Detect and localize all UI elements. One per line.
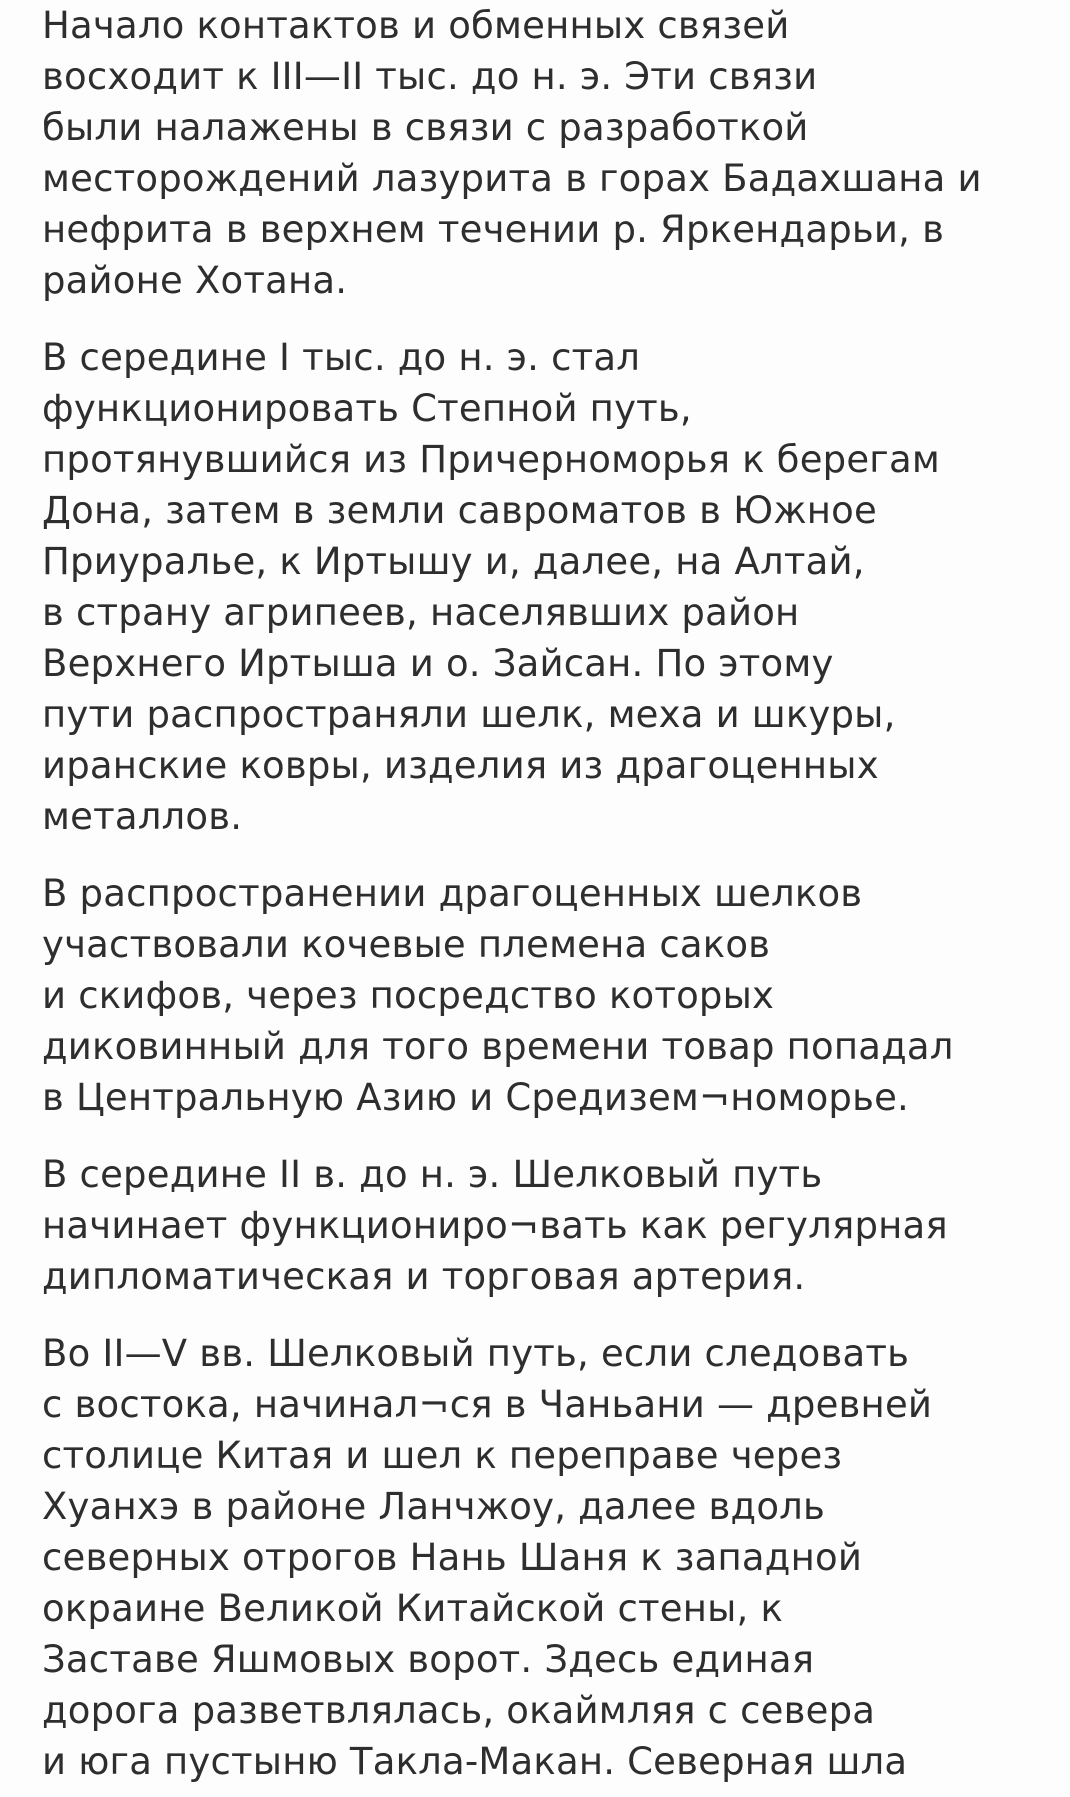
text-line: иранские ковры, изделия из драгоценных bbox=[42, 744, 879, 787]
text-line: Приуралье, к Иртышу и, далее, на Алтай, bbox=[42, 540, 865, 583]
text-line: В середине I тыс. до н. э. стал bbox=[42, 336, 641, 379]
text-line: в страну агрипеев, населявших район bbox=[42, 591, 800, 634]
paragraph-1 bbox=[42, 0, 1062, 306]
text-line: функционировать Степной путь, bbox=[42, 387, 692, 430]
paragraph-4 bbox=[42, 1149, 1062, 1302]
text-line: месторождений лазурита в горах Бадахшана и bbox=[42, 157, 982, 200]
text-line: дипломатическая и торговая артерия. bbox=[42, 1255, 806, 1298]
text-line: Дона, затем в земли савроматов в Южное bbox=[42, 489, 877, 532]
text-line: Хуанхэ в районе Ланчжоу, далее вдоль bbox=[42, 1485, 826, 1528]
text-line: дорога разветвлялась, окаймляя с севера bbox=[42, 1689, 876, 1732]
text-line: пути распространяли шелк, меха и шкуры, bbox=[42, 693, 896, 736]
text-line: начинает функциониро¬вать как регулярная bbox=[42, 1204, 948, 1247]
paragraph-2 bbox=[42, 332, 1062, 842]
text-line: и скифов, через посредство которых bbox=[42, 974, 775, 1017]
text-line: протянувшийся из Причерноморья к берегам bbox=[42, 438, 940, 481]
text-line: нефрита в верхнем течении р. Яркендарьи, в bbox=[42, 208, 945, 251]
text-line: В середине II в. до н. э. Шелковый путь bbox=[42, 1153, 823, 1196]
text-line: и юга пустыню Такла-Макан. Северная шла bbox=[42, 1740, 908, 1783]
text-line: были налажены в связи с разработкой bbox=[42, 106, 809, 149]
article-body bbox=[42, 0, 1062, 1797]
text-line: северных отрогов Нань Шаня к западной bbox=[42, 1536, 863, 1579]
text-line: участвовали кочевые племена саков bbox=[42, 923, 771, 966]
text-line: столице Китая и шел к переправе через bbox=[42, 1434, 843, 1477]
text-line: Заставе Яшмовых ворот. Здесь единая bbox=[42, 1638, 815, 1681]
text-line: Начало контактов и обменных связей bbox=[42, 4, 790, 47]
text-line: в Центральную Азию и Средизем¬номорье. bbox=[42, 1076, 910, 1119]
paragraph-5 bbox=[42, 1328, 1062, 1787]
text-line: восходит к III—II тыс. до н. э. Эти связи bbox=[42, 55, 818, 98]
text-line: с востока, начинал¬ся в Чаньани — древней bbox=[42, 1383, 933, 1426]
text-line: Во II—V вв. Шелковый путь, если следовать bbox=[42, 1332, 910, 1375]
paragraph-3 bbox=[42, 868, 1062, 1123]
text-line: металлов. bbox=[42, 795, 243, 838]
text-line: В распространении драгоценных шелков bbox=[42, 872, 863, 915]
text-line: окраине Великой Китайской стены, к bbox=[42, 1587, 784, 1630]
text-line: диковинный для того времени товар попадал bbox=[42, 1025, 954, 1068]
text-line: районе Хотана. bbox=[42, 259, 348, 302]
text-line: Верхнего Иртыша и о. Зайсан. По этому bbox=[42, 642, 834, 685]
